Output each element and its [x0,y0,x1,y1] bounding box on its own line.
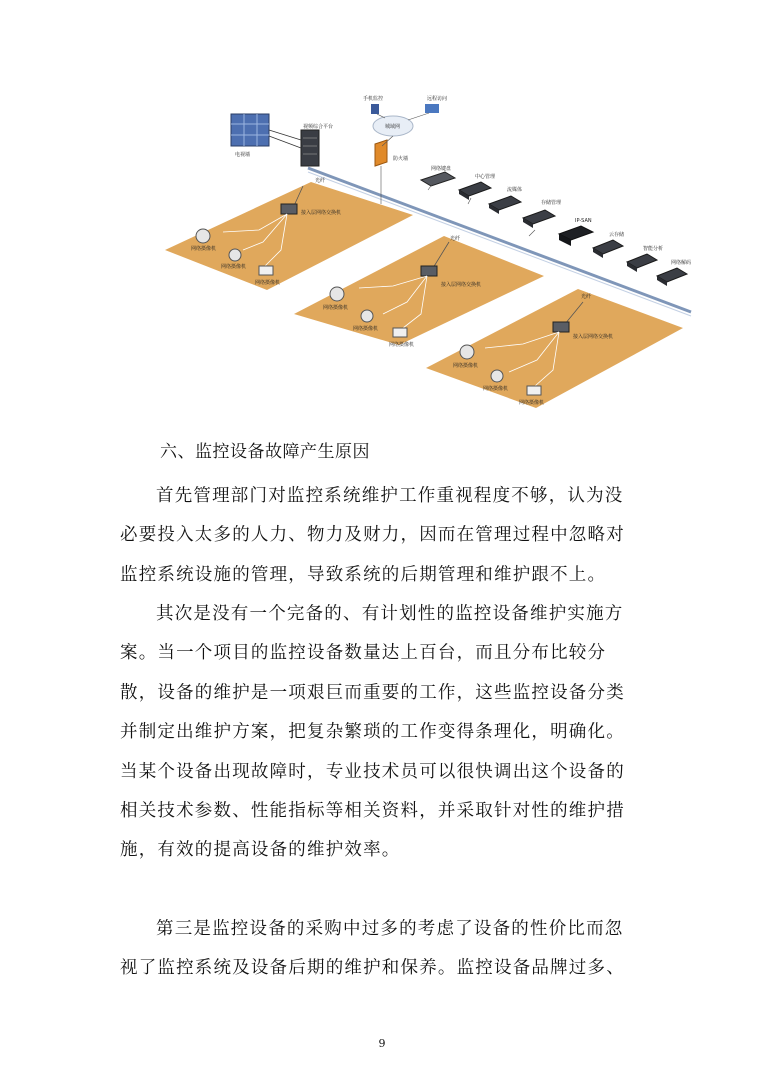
firewall-label: 防火墙 [393,156,409,162]
camera-icon-2b [361,310,373,322]
page-number: 9 [378,1037,386,1050]
center-management-server-icon [459,182,491,204]
firewall-icon [375,140,387,166]
camera-label-1b: 网络摄像机 [221,264,247,270]
camera-label-3c: 网络摄像机 [519,400,545,406]
switch-label-1: 接入层网络交换机 [301,210,342,216]
switch-label-2: 接入层网络交换机 [441,282,482,288]
paragraph-2: 其次是没有一个完备的、有计划性的监控设备维护实施方案。当一个项目的监控设备数量达上百台，而且分布比较分散，设备的维护是一项艰巨而重要的工作，这些监控设备分类并制定出维护方案，把复杂繁琐的工作变得条理化，明确化。当某个设备出现故障时，专业技术员可以很快调出这个设备的相关技术参数、性能指标等相关资料，并采取针对性的维护措施，有效的提高设备的维护效率。 [120,604,625,861]
center-mgmt-label: 中心管理 [475,174,496,180]
video-platform-icon [301,130,319,166]
camera-icon-2a [330,287,344,301]
ip-san-label: IP-SAN [575,218,592,224]
camera-label-1a: 网络摄像机 [191,246,217,252]
camera-label-2b: 网络摄像机 [353,326,379,332]
mobile-icon [371,104,379,114]
storage-management-server-icon [523,210,555,236]
smart-analysis-server-icon [627,254,657,272]
fiber-label-2: 光纤 [450,236,461,242]
camera-icon-1c [259,266,273,275]
remote-label: 远程访问 [427,96,448,102]
storage-mgmt-label: 存储管理 [541,200,562,206]
decoder-server-icon [657,268,687,286]
cloud-server-label: 云存储 [609,232,625,238]
internet-label: 城域网 [385,124,401,130]
decoder-label: 网络解码 [671,260,692,266]
ip-san-icon [559,226,593,246]
paragraph-3: 第三是监控设备的采购中过多的考虑了设备的性价比而忽视了监控系统及设备后期的维护和保养。监控设备品牌过多、 [120,919,625,979]
camera-label-2c: 网络摄像机 [389,342,415,348]
diagram-svg [163,90,708,425]
tv-wall-label: 电视墙 [235,152,251,158]
switch-icon-1 [281,204,297,214]
switch-label-3: 接入层网络交换机 [573,334,614,340]
camera-label-1c: 网络摄像机 [255,280,281,286]
camera-icon-2c [393,328,407,337]
tv-wall-icon [231,114,269,146]
laptop-icon [425,104,439,113]
paragraph-1: 首先管理部门对监控系统维护工作重视程度不够，认为没必要投入太多的人力、物力及财力，因而在管理过程中忽略对监控系统设施的管理，导致系统的后期管理和维护跟不上。 [120,486,625,585]
switch-icon-3 [553,322,569,332]
camera-icon-1b [229,249,241,261]
surveillance-network-diagram [163,90,708,425]
camera-icon-3c [527,386,541,395]
mobile-label: 手机监控 [363,96,384,102]
fiber-label-1: 光纤 [315,178,326,184]
camera-icon-3a [460,345,474,359]
camera-label-2a: 网络摄像机 [323,305,349,311]
cloud-server-icon [593,240,623,258]
video-platform-label: 视频综合平台 [303,124,334,130]
storage-label: 流媒体 [507,187,523,193]
camera-icon-3b [491,370,503,382]
keyboard-label: 网络键盘 [431,166,452,172]
switch-icon-2 [421,266,437,276]
camera-label-3a: 网络摄像机 [453,363,479,369]
network-keyboard-icon [421,172,455,190]
camera-icon-1a [196,229,210,243]
section-heading: 六、监控设备故障产生原因 [160,442,370,462]
streaming-server-icon [489,196,521,214]
camera-label-3b: 网络摄像机 [483,386,509,392]
fiber-label-3: 光纤 [581,294,592,300]
smart-analysis-label: 智能分析 [643,246,664,252]
